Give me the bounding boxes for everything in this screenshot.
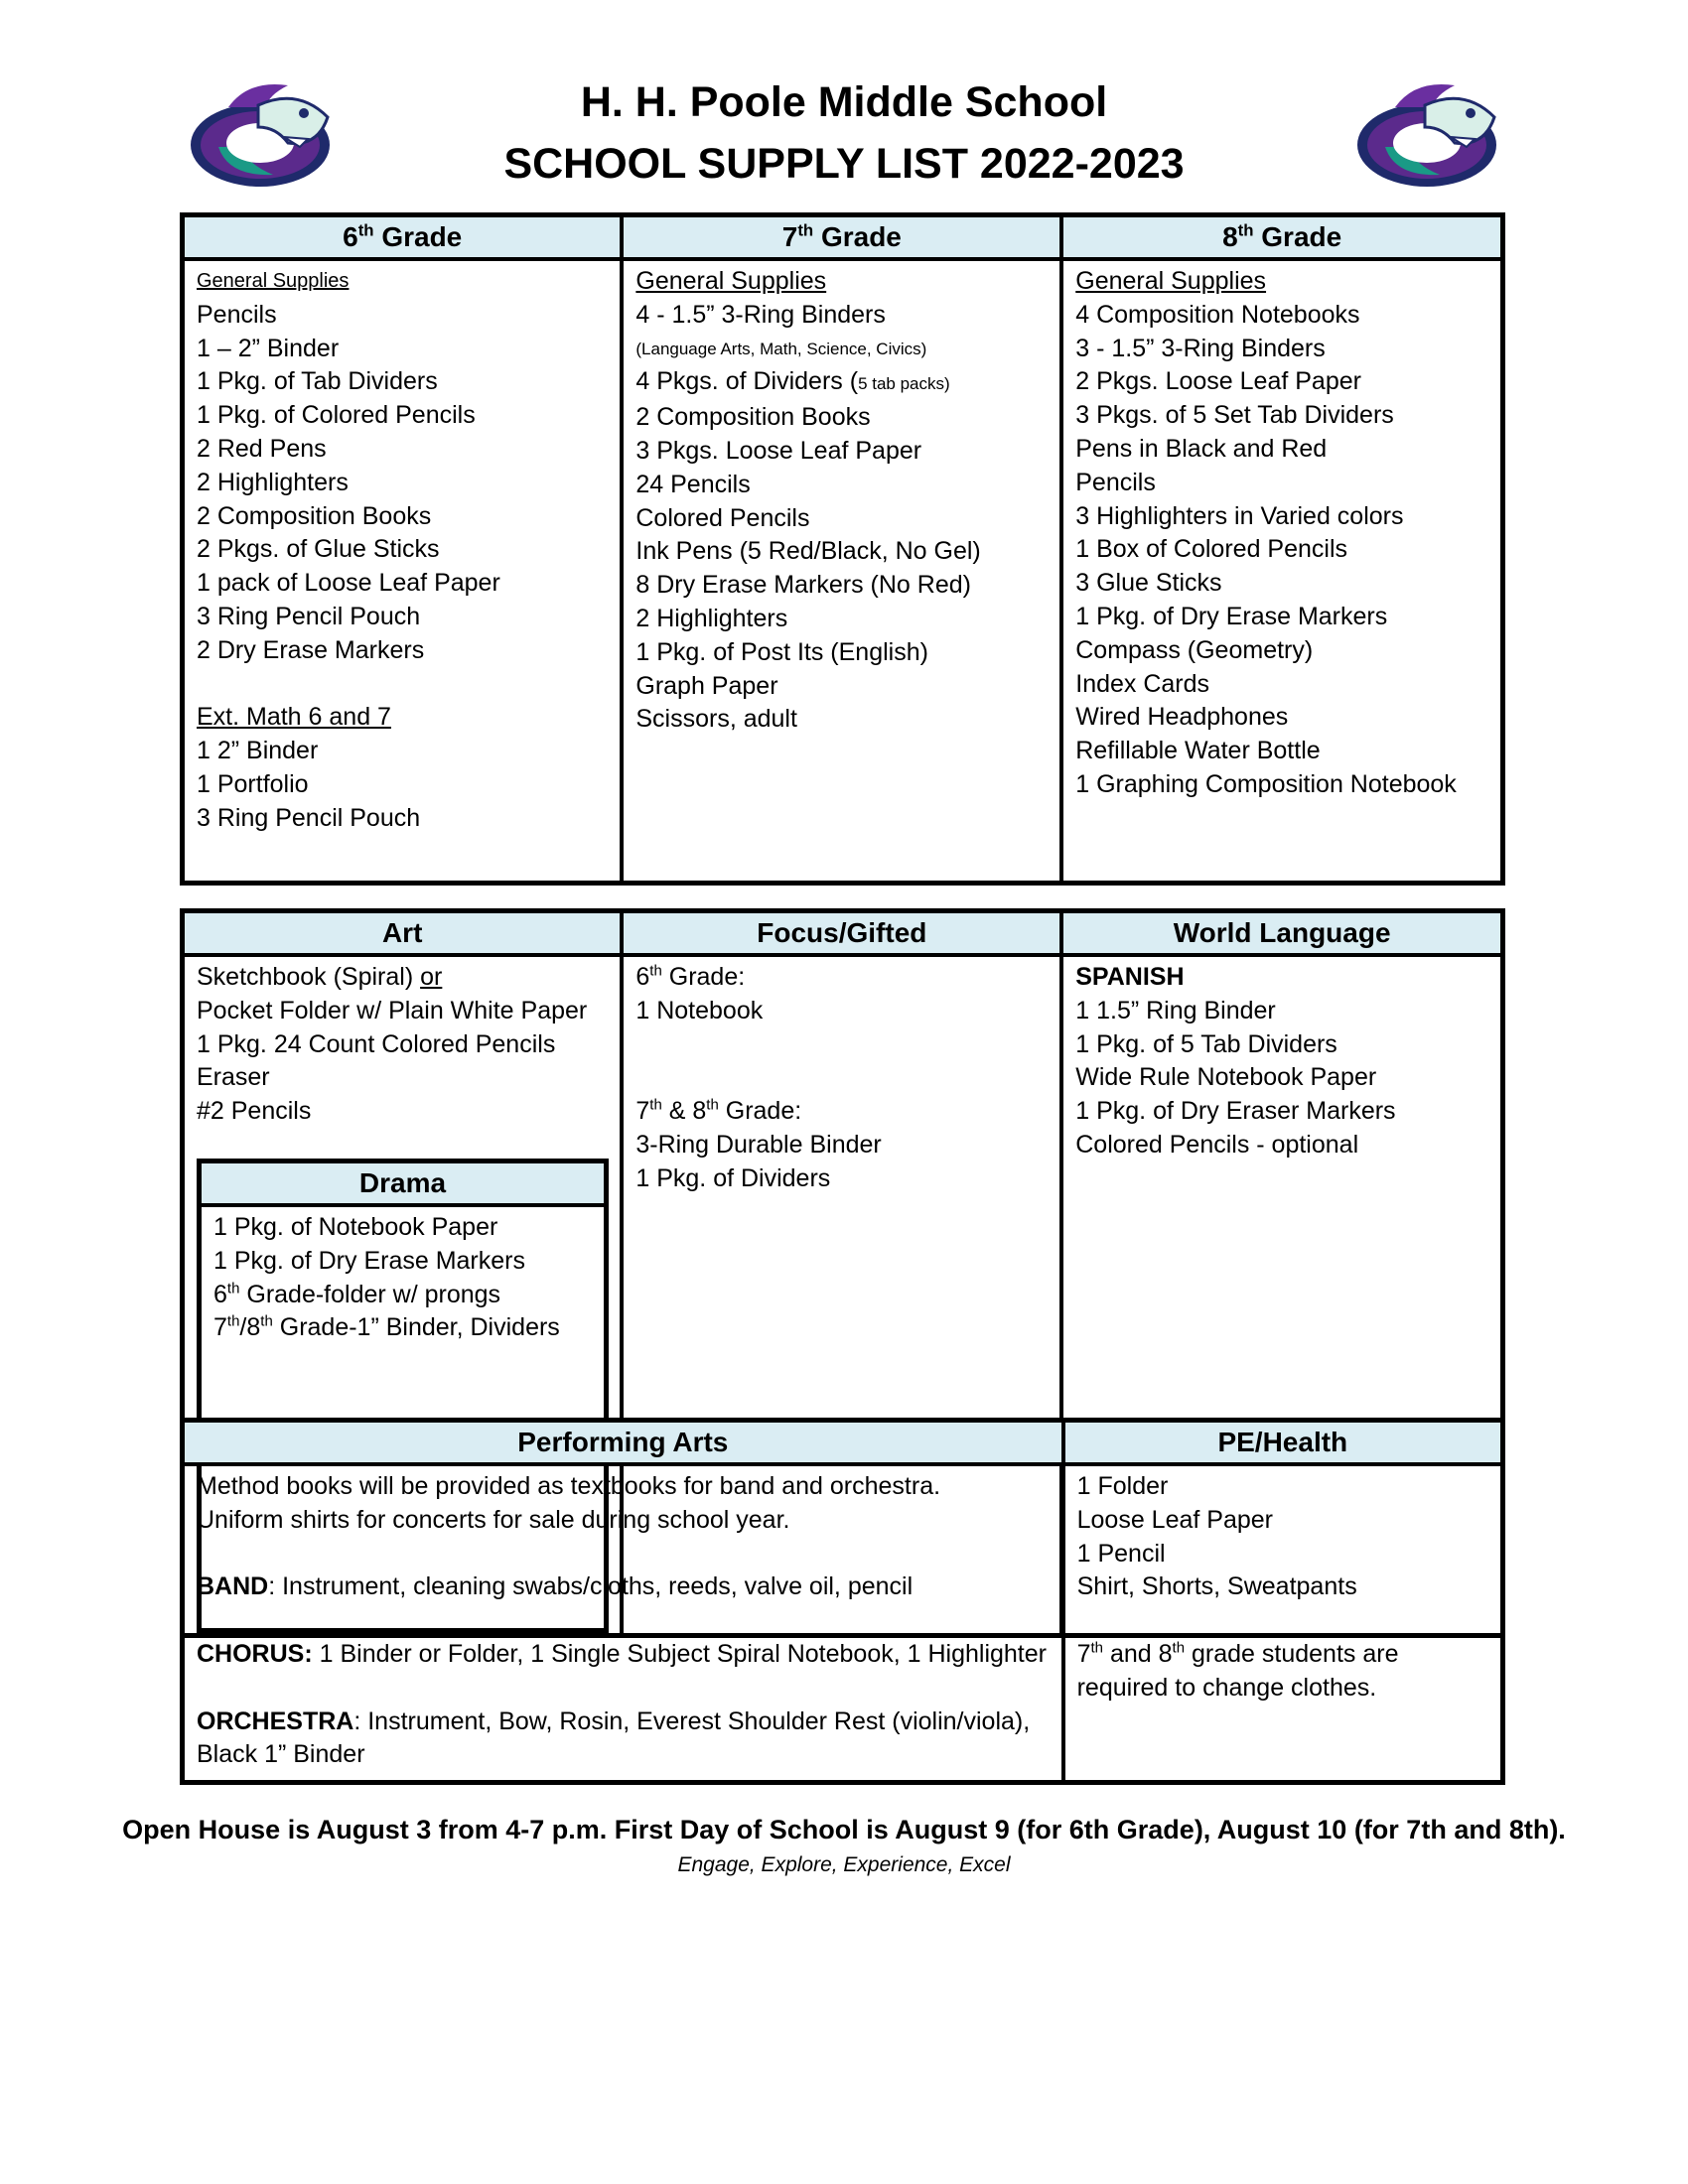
grade-supplies-table	[180, 212, 1505, 886]
list-item: 4 Composition Notebooks	[1075, 300, 1360, 329]
list-item: 1 2” Binder	[197, 737, 319, 765]
list-item: 1 Pencil	[1076, 1539, 1166, 1568]
list-item: 1 1.5” Ring Binder	[1075, 996, 1276, 1024]
list-item: Loose Leaf Paper	[1076, 1505, 1273, 1534]
language-label: SPANISH	[1075, 963, 1185, 991]
list-item: 4 Pkgs. of Dividers (5 tab packs)	[635, 367, 950, 396]
grade-label: 7th & 8th Grade:	[635, 1096, 802, 1126]
text-line: Uniform shirts for concerts for sale during school year.	[197, 1505, 790, 1534]
pe-note: required to change clothes.	[1076, 1673, 1377, 1702]
open-house-announcement: Open House is August 3 from 4-7 p.m. First Day of School is August 9 (for 6th Grade), August 10 (for 7th and 8th).	[122, 1815, 1566, 1844]
list-item: Pens in Black and Red	[1075, 434, 1328, 463]
list-item: Graph Paper	[635, 671, 778, 700]
list-item: 3 Ring Pencil Pouch	[197, 602, 421, 630]
list-item: 1 – 2” Binder	[197, 334, 340, 362]
arts-pe-table	[180, 1418, 1505, 1785]
list-item: 24 Pencils	[635, 470, 751, 498]
list-item: 2 Composition Books	[197, 501, 432, 530]
list-item: Eraser	[197, 1063, 270, 1092]
pe-health-header: PE/Health	[1063, 1421, 1503, 1465]
list-item: Shirt, Shorts, Sweatpants	[1076, 1572, 1357, 1601]
list-item: 1 Pkg. of Dry Erase Markers	[1075, 602, 1388, 630]
list-item: 2 Pkgs. of Glue Sticks	[197, 535, 440, 564]
list-item: Wide Rule Notebook Paper	[1075, 1063, 1377, 1092]
list-item: 1 Pkg. of Dry Erase Markers	[213, 1246, 525, 1275]
list-item: 6th Grade-folder w/ prongs	[213, 1280, 501, 1308]
list-item: 2 Highlighters	[635, 604, 788, 632]
list-item: 2 Dry Erase Markers	[197, 635, 425, 664]
list-item: 3-Ring Durable Binder	[635, 1130, 882, 1159]
grade-7-list	[622, 259, 1061, 884]
list-item: Ink Pens (5 Red/Black, No Gel)	[635, 537, 981, 566]
list-item: 2 Composition Books	[635, 403, 871, 432]
list-item: 1 Pkg. of Post Its (English)	[635, 637, 928, 666]
focus-gifted-header: Focus/Gifted	[622, 911, 1061, 956]
list-item: Index Cards	[1075, 669, 1210, 698]
chorus-line: CHORUS: 1 Binder or Folder, 1 Single Subject Spiral Notebook, 1 Highlighter	[197, 1639, 1047, 1668]
list-item: Compass (Geometry)	[1075, 635, 1314, 664]
list-item: Sketchbook (Spiral) or	[197, 963, 443, 991]
list-item: #2 Pencils	[197, 1097, 312, 1126]
grade-6-header: 6th Grade	[183, 215, 623, 260]
orchestra-line: Black 1” Binder	[197, 1740, 365, 1769]
list-item: Pencils	[197, 300, 277, 329]
list-item: 4 - 1.5” 3-Ring Binders	[635, 300, 886, 329]
pe-note: 7th and 8th grade students are	[1076, 1639, 1399, 1668]
grade-label: 6th Grade:	[635, 962, 746, 991]
list-item: 3 Glue Sticks	[1075, 569, 1222, 598]
grade-8-list	[1061, 259, 1502, 884]
list-item: Pencils	[1075, 468, 1156, 496]
list-item: 1 Notebook	[635, 996, 764, 1024]
list-item: 1 Pkg. of Tab Dividers	[197, 367, 438, 396]
list-item: 1 Portfolio	[197, 769, 309, 798]
list-item: 3 Pkgs. Loose Leaf Paper	[635, 436, 922, 465]
list-item: 7th/8th Grade-1” Binder, Dividers	[213, 1313, 560, 1342]
school-motto: Engage, Explore, Experience, Excel	[677, 1853, 1011, 1876]
list-item: Scissors, adult	[635, 705, 797, 734]
list-item: Refillable Water Bottle	[1075, 737, 1321, 765]
list-item: 1 pack of Loose Leaf Paper	[197, 569, 500, 598]
section-heading: General Supplies	[1075, 267, 1267, 295]
list-item: 1 Pkg. of 5 Tab Dividers	[1075, 1029, 1337, 1058]
text-line: Method books will be provided as textbooks for band and orchestra.	[197, 1472, 941, 1500]
orchestra-line: ORCHESTRA: Instrument, Bow, Rosin, Everest Shoulder Rest (violin/viola),	[197, 1706, 1031, 1735]
band-line: BAND: Instrument, cleaning swabs/cloths, reeds, valve oil, pencil	[197, 1572, 914, 1601]
list-item: 1 Pkg. of Colored Pencils	[197, 401, 476, 430]
list-item: 1 Pkg. of Dry Eraser Markers	[1075, 1097, 1396, 1126]
list-item: Wired Headphones	[1075, 703, 1289, 732]
list-item: 1 Graphing Composition Notebook	[1075, 769, 1457, 798]
list-item: 3 Pkgs. of 5 Set Tab Dividers	[1075, 401, 1394, 430]
list-item: 8 Dry Erase Markers (No Red)	[635, 571, 971, 600]
performing-arts-list	[183, 1464, 1063, 1783]
list-item: Colored Pencils	[635, 503, 810, 532]
list-item: Colored Pencils - optional	[1075, 1130, 1359, 1159]
list-item: 2 Pkgs. Loose Leaf Paper	[1075, 367, 1361, 396]
art-header: Art	[183, 911, 623, 956]
list-item: 1 Pkg. 24 Count Colored Pencils	[197, 1029, 556, 1058]
grade-7-header: 7th Grade	[622, 215, 1061, 260]
world-language-header: World Language	[1061, 911, 1502, 956]
list-item: Pocket Folder w/ Plain White Paper	[197, 996, 588, 1024]
school-name: H. H. Poole Middle School	[580, 78, 1108, 126]
section-heading: General Supplies	[635, 267, 827, 295]
list-item: 1 Pkg. of Notebook Paper	[213, 1212, 498, 1241]
list-item: 1 Folder	[1076, 1472, 1169, 1500]
list-item-note: (Language Arts, Math, Science, Civics)	[635, 339, 927, 358]
list-item: 3 - 1.5” 3-Ring Binders	[1075, 334, 1326, 362]
list-item: 1 Pkg. of Dividers	[635, 1163, 831, 1192]
list-item: 3 Highlighters in Varied colors	[1075, 501, 1404, 530]
supply-list-title: SCHOOL SUPPLY LIST 2022-2023	[503, 140, 1185, 188]
grade-6-list	[183, 259, 623, 884]
list-item: 3 Ring Pencil Pouch	[197, 803, 421, 832]
pe-health-list	[1063, 1464, 1503, 1783]
list-item: 1 Box of Colored Pencils	[1075, 535, 1348, 564]
grade-8-header: 8th Grade	[1061, 215, 1502, 260]
list-item: 2 Red Pens	[197, 434, 327, 463]
list-item: 2 Highlighters	[197, 468, 349, 496]
drama-header: Drama	[200, 1160, 607, 1205]
section-heading: General Supplies	[197, 270, 350, 292]
section-heading: Ext. Math 6 and 7	[197, 703, 391, 732]
performing-arts-header: Performing Arts	[183, 1421, 1063, 1465]
page-title	[0, 71, 1688, 195]
